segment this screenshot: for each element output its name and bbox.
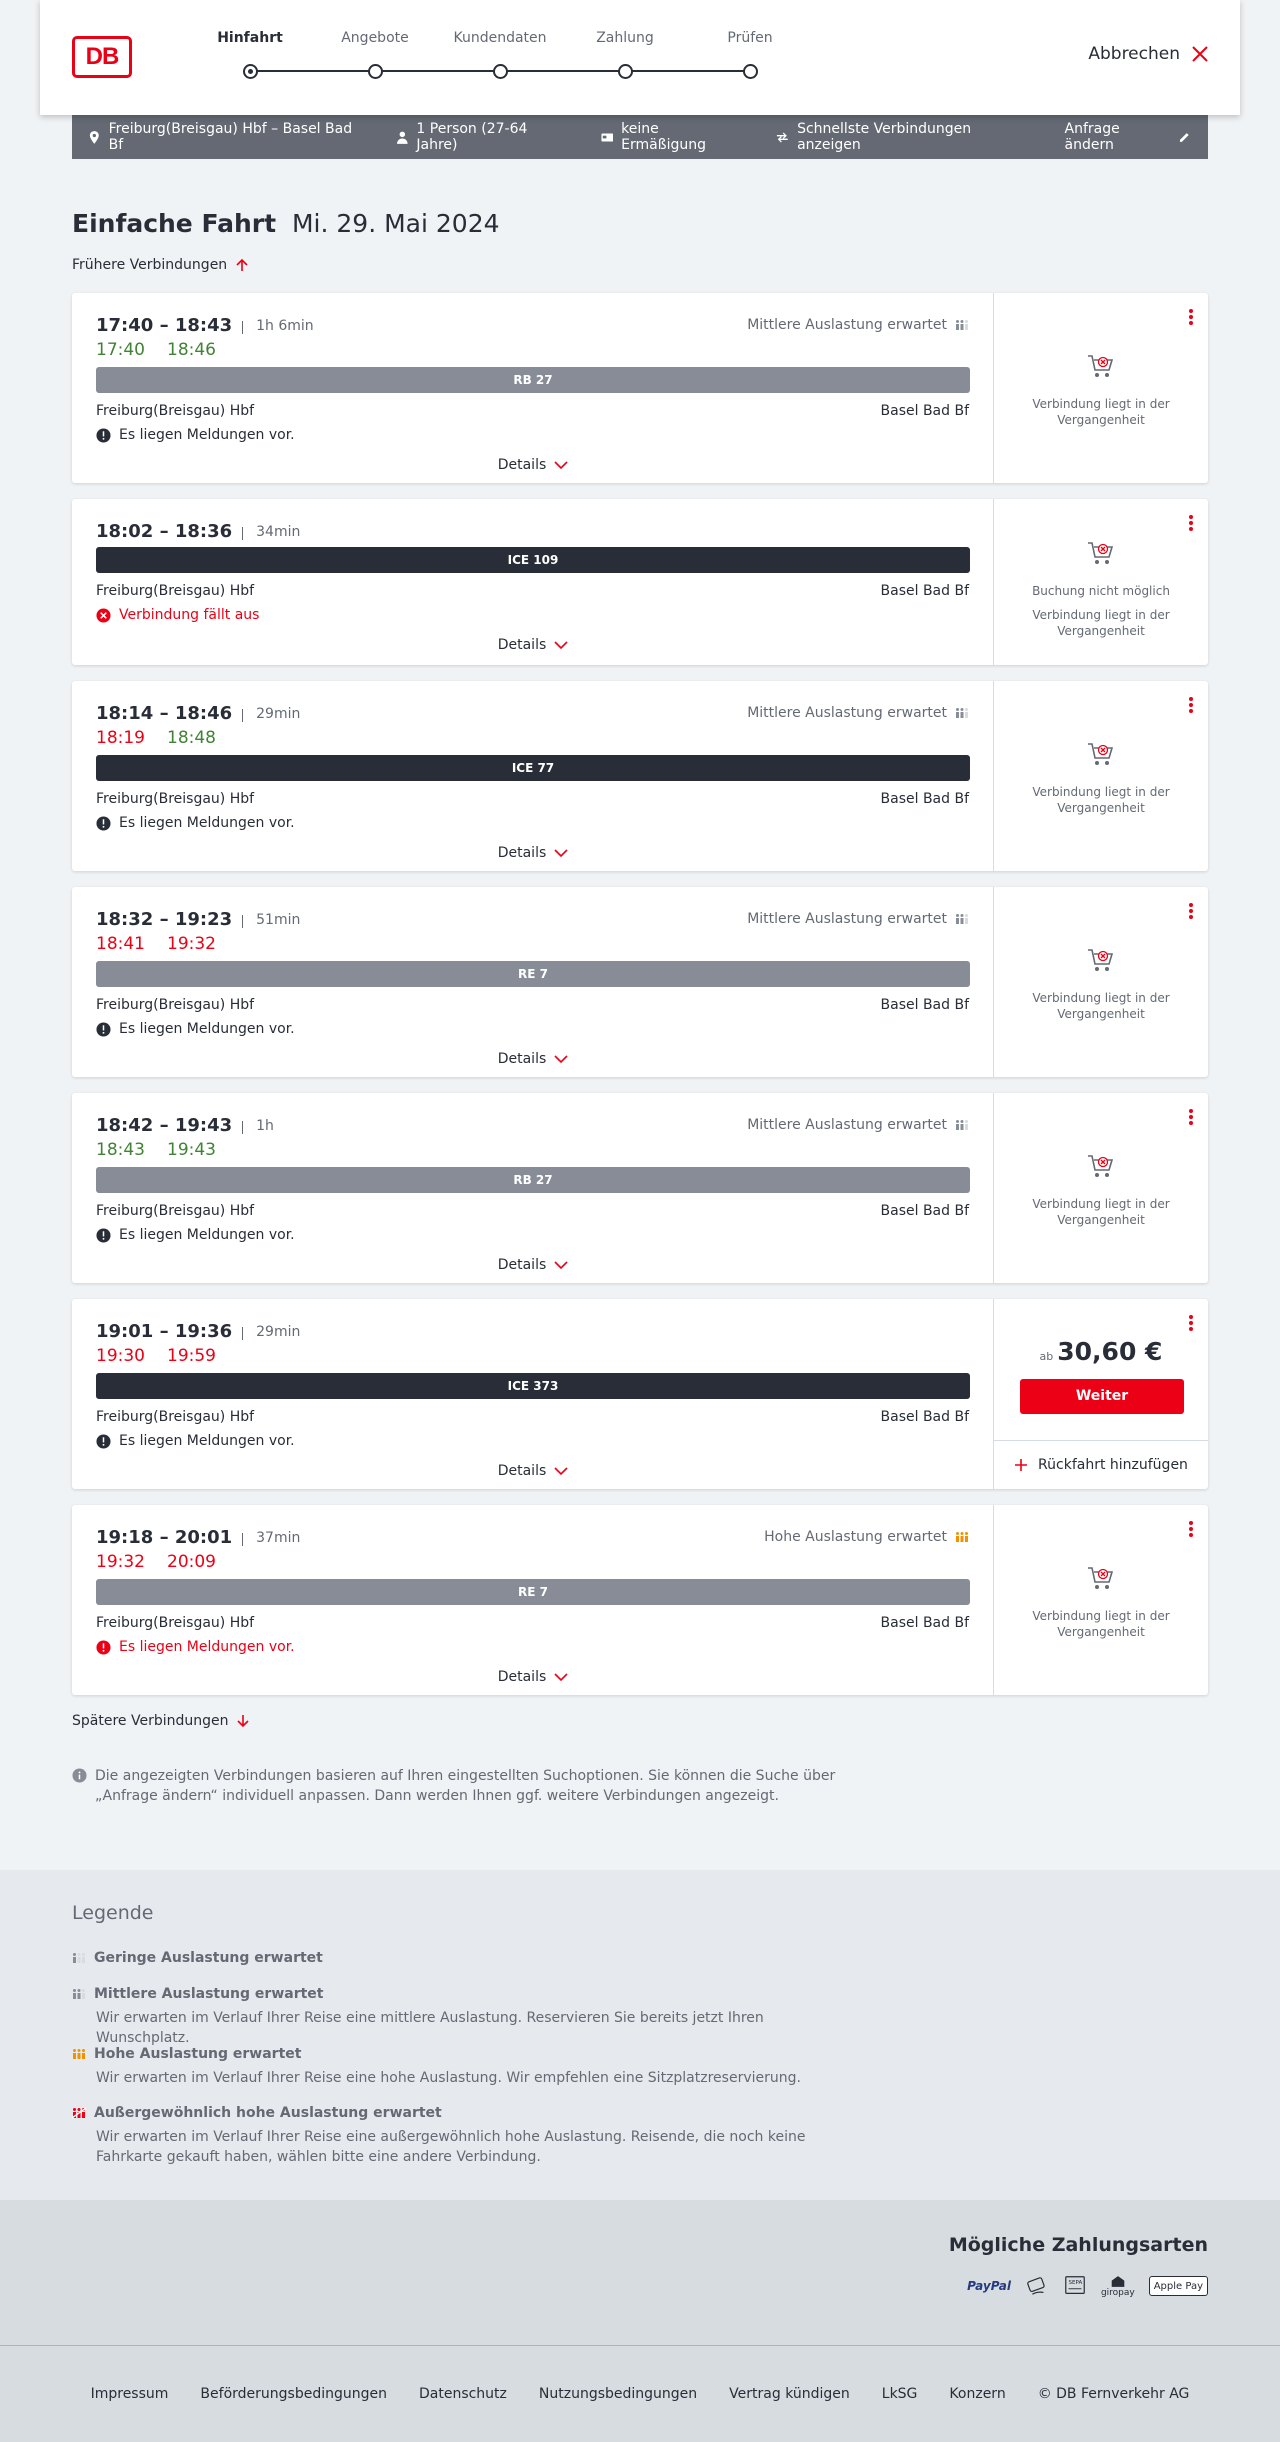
search-summary-bar [72,115,1208,159]
realtime-departure: 19:30 [96,1346,145,1366]
travel-duration: 51min [242,912,300,928]
legend-item-title: Mittlere Auslastung erwartet [94,1986,324,2002]
realtime-arrival: 18:46 [167,340,216,360]
giropay-icon [1101,2272,1135,2300]
legend-item-description: Wir erwarten im Verlauf Ihrer Reise eine außergewöhnlich hohe Auslastung. Reisende, die noch keine Fahrkarte gekauft haben, wählen bitte eine andere Verbindung. [96,2129,806,2165]
cart-unavailable-icon [1084,944,1116,976]
departure-station: Freiburg(Breisgau) Hbf [96,997,255,1013]
travel-date: Mi. 29. Mai 2024 [291,209,500,238]
realtime-times [96,1140,216,1160]
connection-message[interactable] [96,1639,295,1655]
legend-item [72,2105,852,2167]
cart-unavailable-icon [1084,1150,1116,1182]
page-title [72,209,500,238]
planned-times: 18:32 – 19:23 [96,909,233,930]
later-connections-label: Spätere Verbindungen [72,1713,229,1729]
price-prefix: ab [1039,1350,1054,1363]
more-options-button[interactable] [1188,513,1194,533]
details-label: Details [497,637,547,653]
add-return-trip-button[interactable] [994,1440,1208,1489]
footer-link[interactable]: Nutzungsbedingungen [538,2386,698,2402]
booking-area [994,887,1208,1077]
departure-station: Freiburg(Breisgau) Hbf [96,791,255,807]
occupancy-icon [955,913,969,925]
realtime-times [96,1552,216,1572]
occupancy-icon [955,1119,969,1131]
departure-station: Freiburg(Breisgau) Hbf [96,1409,255,1425]
occupancy-hoch-icon [72,2048,86,2060]
connection-message-text: Verbindung fällt aus [119,607,260,623]
booking-area [994,293,1208,483]
pencil-icon [1178,130,1192,144]
connection-message[interactable] [96,427,295,443]
cancel-label: Abbrechen [1088,44,1180,64]
details-label: Details [497,1257,547,1273]
connection-details-area [72,1505,994,1695]
discount-text: keine Ermäßigung [621,121,706,153]
price-display [994,1337,1208,1366]
booking-not-possible-text: Buchung nicht möglich [1032,584,1170,598]
train-line-bar[interactable]: ICE 77 [96,755,970,781]
alert-circle-icon [96,1434,111,1449]
occupancy-gering-icon [72,1952,86,1964]
payment-section [0,2200,1280,2345]
realtime-arrival: 19:32 [167,934,216,954]
connection-times [96,315,314,336]
apple-pay-icon [1149,2276,1208,2296]
step-pruefen: Prüfen [727,30,773,46]
realtime-arrival: 18:48 [167,728,216,748]
payment-title: Mögliche Zahlungsarten [948,2234,1208,2256]
footer-link[interactable]: LkSG [881,2386,918,2402]
connection-message-text: Es liegen Meldungen vor. [119,427,295,443]
chevron-down-icon [554,460,568,470]
top-header [40,0,1240,115]
occupancy-mittel-icon [72,1988,86,2000]
arrival-station: Basel Bad Bf [880,791,969,807]
connection-details-area [72,1093,994,1283]
person-icon [396,131,409,144]
details-toggle[interactable] [72,845,994,861]
connection-message-text: Es liegen Meldungen vor. [119,1639,295,1655]
step-angebote: Angebote [341,30,409,46]
arrival-station: Basel Bad Bf [880,403,969,419]
details-label: Details [497,1669,547,1685]
chevron-down-icon [554,1466,568,1476]
planned-times: 18:42 – 19:43 [96,1115,233,1136]
progress-steps [181,0,773,100]
step-hinfahrt: Hinfahrt [217,30,283,46]
svg-text:SEPA: SEPA [1068,2280,1083,2287]
legend-title: Legende [72,1902,154,1924]
legend-item-description: Wir erwarten im Verlauf Ihrer Reise eine hohe Auslastung. Wir empfehlen eine Sitzplatzreservierung. [96,2070,801,2086]
departure-station: Freiburg(Breisgau) Hbf [96,1615,255,1631]
occupancy-text: Mittlere Auslastung erwartet [747,1117,947,1133]
connection-times [96,909,300,930]
arrival-station: Basel Bad Bf [880,583,969,599]
alert-circle-icon [96,1022,111,1037]
change-request-button[interactable] [1065,121,1192,153]
planned-times: 19:18 – 20:01 [96,1527,233,1548]
step-kundendaten: Kundendaten [453,30,547,46]
db-logo[interactable]: DB [72,36,132,78]
passengers-summary[interactable] [396,121,569,153]
details-toggle[interactable] [72,637,994,653]
arrival-station: Basel Bad Bf [880,1409,969,1425]
step-dot-angebote [368,64,383,79]
footer-link[interactable]: Konzern [949,2386,1006,2402]
footer-link: © DB Fernverkehr AG [1037,2386,1190,2402]
occupancy-icon [955,319,969,331]
occupancy-indicator [747,705,969,721]
realtime-times [96,934,216,954]
more-options-button[interactable] [1188,901,1194,921]
connection-details-area [72,1299,994,1489]
arrow-up-icon [235,258,249,272]
chevron-down-icon [554,640,568,650]
occupancy-indicator [764,1529,969,1545]
occupancy-text: Mittlere Auslastung erwartet [747,705,947,721]
occupancy-text: Mittlere Auslastung erwartet [747,317,947,333]
continue-button[interactable]: Weiter [1020,1379,1184,1414]
legend-item [72,2046,852,2088]
later-connections-link[interactable] [72,1713,250,1729]
change-request-label: Anfrage ändern [1064,121,1120,153]
occupancy-text: Mittlere Auslastung erwartet [747,911,947,927]
realtime-times [96,728,216,748]
occupancy-icon [955,707,969,719]
option-text: Schnellste Verbindungen anzeigen [797,121,972,153]
legend-item-title: Hohe Auslastung erwartet [94,2046,302,2062]
connection-details-area [72,887,994,1077]
train-line-bar[interactable]: RB 27 [96,1167,970,1193]
planned-times: 17:40 – 18:43 [96,315,233,336]
details-label: Details [497,845,547,861]
details-toggle[interactable] [72,1669,994,1685]
legend-item-title: Außergewöhnlich hohe Auslastung erwartet [94,2105,442,2121]
step-dot-kundendaten [493,64,508,79]
more-options-button[interactable] [1188,1107,1194,1127]
past-connection-text: Verbindung liegt in der Vergangenheit [1032,785,1170,815]
discount-summary[interactable] [601,121,745,153]
cart-unavailable-icon [1084,738,1116,770]
giropay-label: giropay [1100,2287,1135,2298]
more-options-button[interactable] [1188,1313,1194,1333]
occupancy-text: Hohe Auslastung erwartet [764,1529,947,1545]
realtime-departure: 18:19 [96,728,145,748]
train-line-bar[interactable]: ICE 109 [96,547,970,573]
connection-message-text: Es liegen Meldungen vor. [119,1227,295,1243]
travel-duration: 29min [242,1324,300,1340]
details-toggle[interactable] [72,1051,994,1067]
occupancy-icon [955,1531,969,1543]
connection-card [72,887,1208,1077]
price-value: 30,60 € [1057,1337,1163,1366]
search-info-note [72,1766,852,1806]
occupancy-indicator [747,317,969,333]
connection-message-text: Es liegen Meldungen vor. [119,815,295,831]
legend-section [0,1870,1280,2200]
connection-message[interactable] [96,1433,295,1449]
planned-times: 18:02 – 18:36 [96,521,233,542]
add-return-trip-label: Rückfahrt hinzufügen [1038,1457,1188,1473]
legend-item-title: Geringe Auslastung erwartet [94,1950,323,1966]
travel-duration: 34min [242,524,300,540]
occupancy-extrem-icon [72,2107,86,2119]
details-toggle[interactable] [72,457,994,473]
connection-card [72,1093,1208,1283]
realtime-departure: 17:40 [96,340,145,360]
trip-type-title: Einfache Fahrt [72,209,277,238]
legend-item [72,1986,852,2048]
legend-item-description: Wir erwarten im Verlauf Ihrer Reise eine mittlere Auslastung. Reservieren Sie bereits jetzt Ihren Wunschplatz. [96,2010,764,2046]
connection-message[interactable] [96,815,295,831]
plus-icon [1014,1458,1028,1472]
alert-circle-icon [96,1228,111,1243]
occupancy-indicator [747,911,969,927]
apple-pay-label: Apple Pay [1153,2280,1203,2292]
past-connection-text: Verbindung liegt in der Vergangenheit [1032,608,1170,638]
realtime-departure: 18:41 [96,934,145,954]
realtime-arrival: 19:59 [167,1346,216,1366]
connection-card [72,499,1208,665]
connection-times [96,703,300,724]
train-line-bar[interactable]: RE 7 [96,1579,970,1605]
footer-link[interactable]: Datenschutz [418,2386,507,2402]
swap-arrows-icon [776,131,789,144]
more-options-button[interactable] [1188,307,1194,327]
travel-duration: 1h [242,1118,274,1134]
travel-duration: 1h 6min [242,318,314,334]
paypal-icon: PayPal [967,2279,1011,2293]
connection-details-area [72,681,994,871]
departure-station: Freiburg(Breisgau) Hbf [96,1203,255,1219]
alert-circle-icon [96,1640,111,1655]
train-line-bar[interactable]: RB 27 [96,367,970,393]
realtime-times [96,340,216,360]
connection-message[interactable] [96,1021,295,1037]
alert-circle-icon [96,816,111,831]
connection-card [72,681,1208,871]
step-zahlung: Zahlung [596,30,654,46]
arrow-down-icon [236,1714,250,1728]
booking-area [994,1505,1208,1695]
realtime-times [96,1346,216,1366]
sepa-icon [1063,2272,1087,2300]
passengers-text: 1 Person (27-64 Jahre) [416,121,528,153]
details-toggle[interactable] [72,1463,994,1479]
planned-times: 18:14 – 18:46 [96,703,233,724]
footer-link[interactable]: Beförderungsbedingungen [200,2386,387,2402]
details-toggle[interactable] [72,1257,994,1273]
chevron-down-icon [554,1260,568,1270]
booking-area [994,499,1208,665]
planned-times: 19:01 – 19:36 [96,1321,233,1342]
details-label: Details [497,1051,547,1067]
arrival-station: Basel Bad Bf [880,1615,969,1631]
connection-details-area [72,293,994,483]
connection-times [96,1527,300,1548]
alert-circle-icon [96,428,111,443]
past-connection-text: Verbindung liegt in der Vergangenheit [1032,1197,1170,1227]
booking-area [994,1299,1208,1489]
booking-area [994,681,1208,871]
connection-times [96,1115,274,1136]
route-summary[interactable] [88,121,364,153]
step-dot-zahlung [618,64,633,79]
connection-times [96,521,300,542]
realtime-arrival: 20:09 [167,1552,216,1572]
connection-details-area [72,499,994,665]
step-dot-hinfahrt [243,64,258,79]
past-connection-text: Verbindung liegt in der Vergangenheit [1032,397,1170,427]
realtime-arrival: 19:43 [167,1140,216,1160]
more-options-button[interactable] [1188,1519,1194,1539]
search-info-text: Die angezeigten Verbindungen basieren auf Ihren eingestellten Suchoptionen. Sie können die Suche über „Anfrage ändern“ individuell anpassen. Dann werden Ihnen ggf. weitere Verbindungen angezeigt. [95,1768,836,1804]
route-text: Freiburg(Breisgau) Hbf – Basel Bad Bf [108,121,353,153]
cart-unavailable-icon [1084,537,1116,569]
chevron-down-icon [554,848,568,858]
cart-unavailable-icon [1084,350,1116,382]
arrival-station: Basel Bad Bf [880,997,969,1013]
connection-card [72,1505,1208,1695]
details-label: Details [497,1463,547,1479]
realtime-departure: 18:43 [96,1140,145,1160]
cancel-button[interactable] [1088,44,1210,64]
credit-card-icon [1025,2272,1049,2300]
cart-unavailable-icon [1084,1562,1116,1594]
booking-area [994,1093,1208,1283]
past-connection-text: Verbindung liegt in der Vergangenheit [1032,991,1170,1021]
connection-message[interactable] [96,607,259,623]
cancel-circle-icon [96,608,111,623]
option-summary[interactable] [776,121,1032,153]
earlier-connections-label: Frühere Verbindungen [72,257,228,273]
connection-card [72,1299,1208,1489]
payment-methods [967,2272,1208,2300]
arrival-station: Basel Bad Bf [880,1203,969,1219]
location-pin-icon [88,131,101,144]
connection-message-text: Es liegen Meldungen vor. [119,1021,295,1037]
footer-link[interactable]: Vertrag kündigen [729,2386,850,2402]
travel-duration: 29min [242,706,300,722]
connection-message-text: Es liegen Meldungen vor. [119,1433,295,1449]
earlier-connections-link[interactable] [72,257,249,273]
discount-card-icon [601,131,614,144]
details-label: Details [497,457,547,473]
train-line-bar[interactable]: RE 7 [96,961,970,987]
departure-station: Freiburg(Breisgau) Hbf [96,583,255,599]
chevron-down-icon [554,1672,568,1682]
chevron-down-icon [554,1054,568,1064]
train-line-bar[interactable]: ICE 373 [96,1373,970,1399]
connection-times [96,1321,300,1342]
connection-message[interactable] [96,1227,295,1243]
past-connection-text: Verbindung liegt in der Vergangenheit [1032,1609,1170,1639]
occupancy-indicator [747,1117,969,1133]
step-dot-pruefen [743,64,758,79]
realtime-departure: 19:32 [96,1552,145,1572]
info-icon [72,1768,87,1783]
connection-card [72,293,1208,483]
footer-link[interactable]: Impressum [90,2386,169,2402]
travel-duration: 37min [242,1530,300,1546]
legend-item [72,1950,852,1966]
more-options-button[interactable] [1188,695,1194,715]
departure-station: Freiburg(Breisgau) Hbf [96,403,255,419]
footer [0,2345,1280,2442]
close-icon [1190,44,1210,64]
